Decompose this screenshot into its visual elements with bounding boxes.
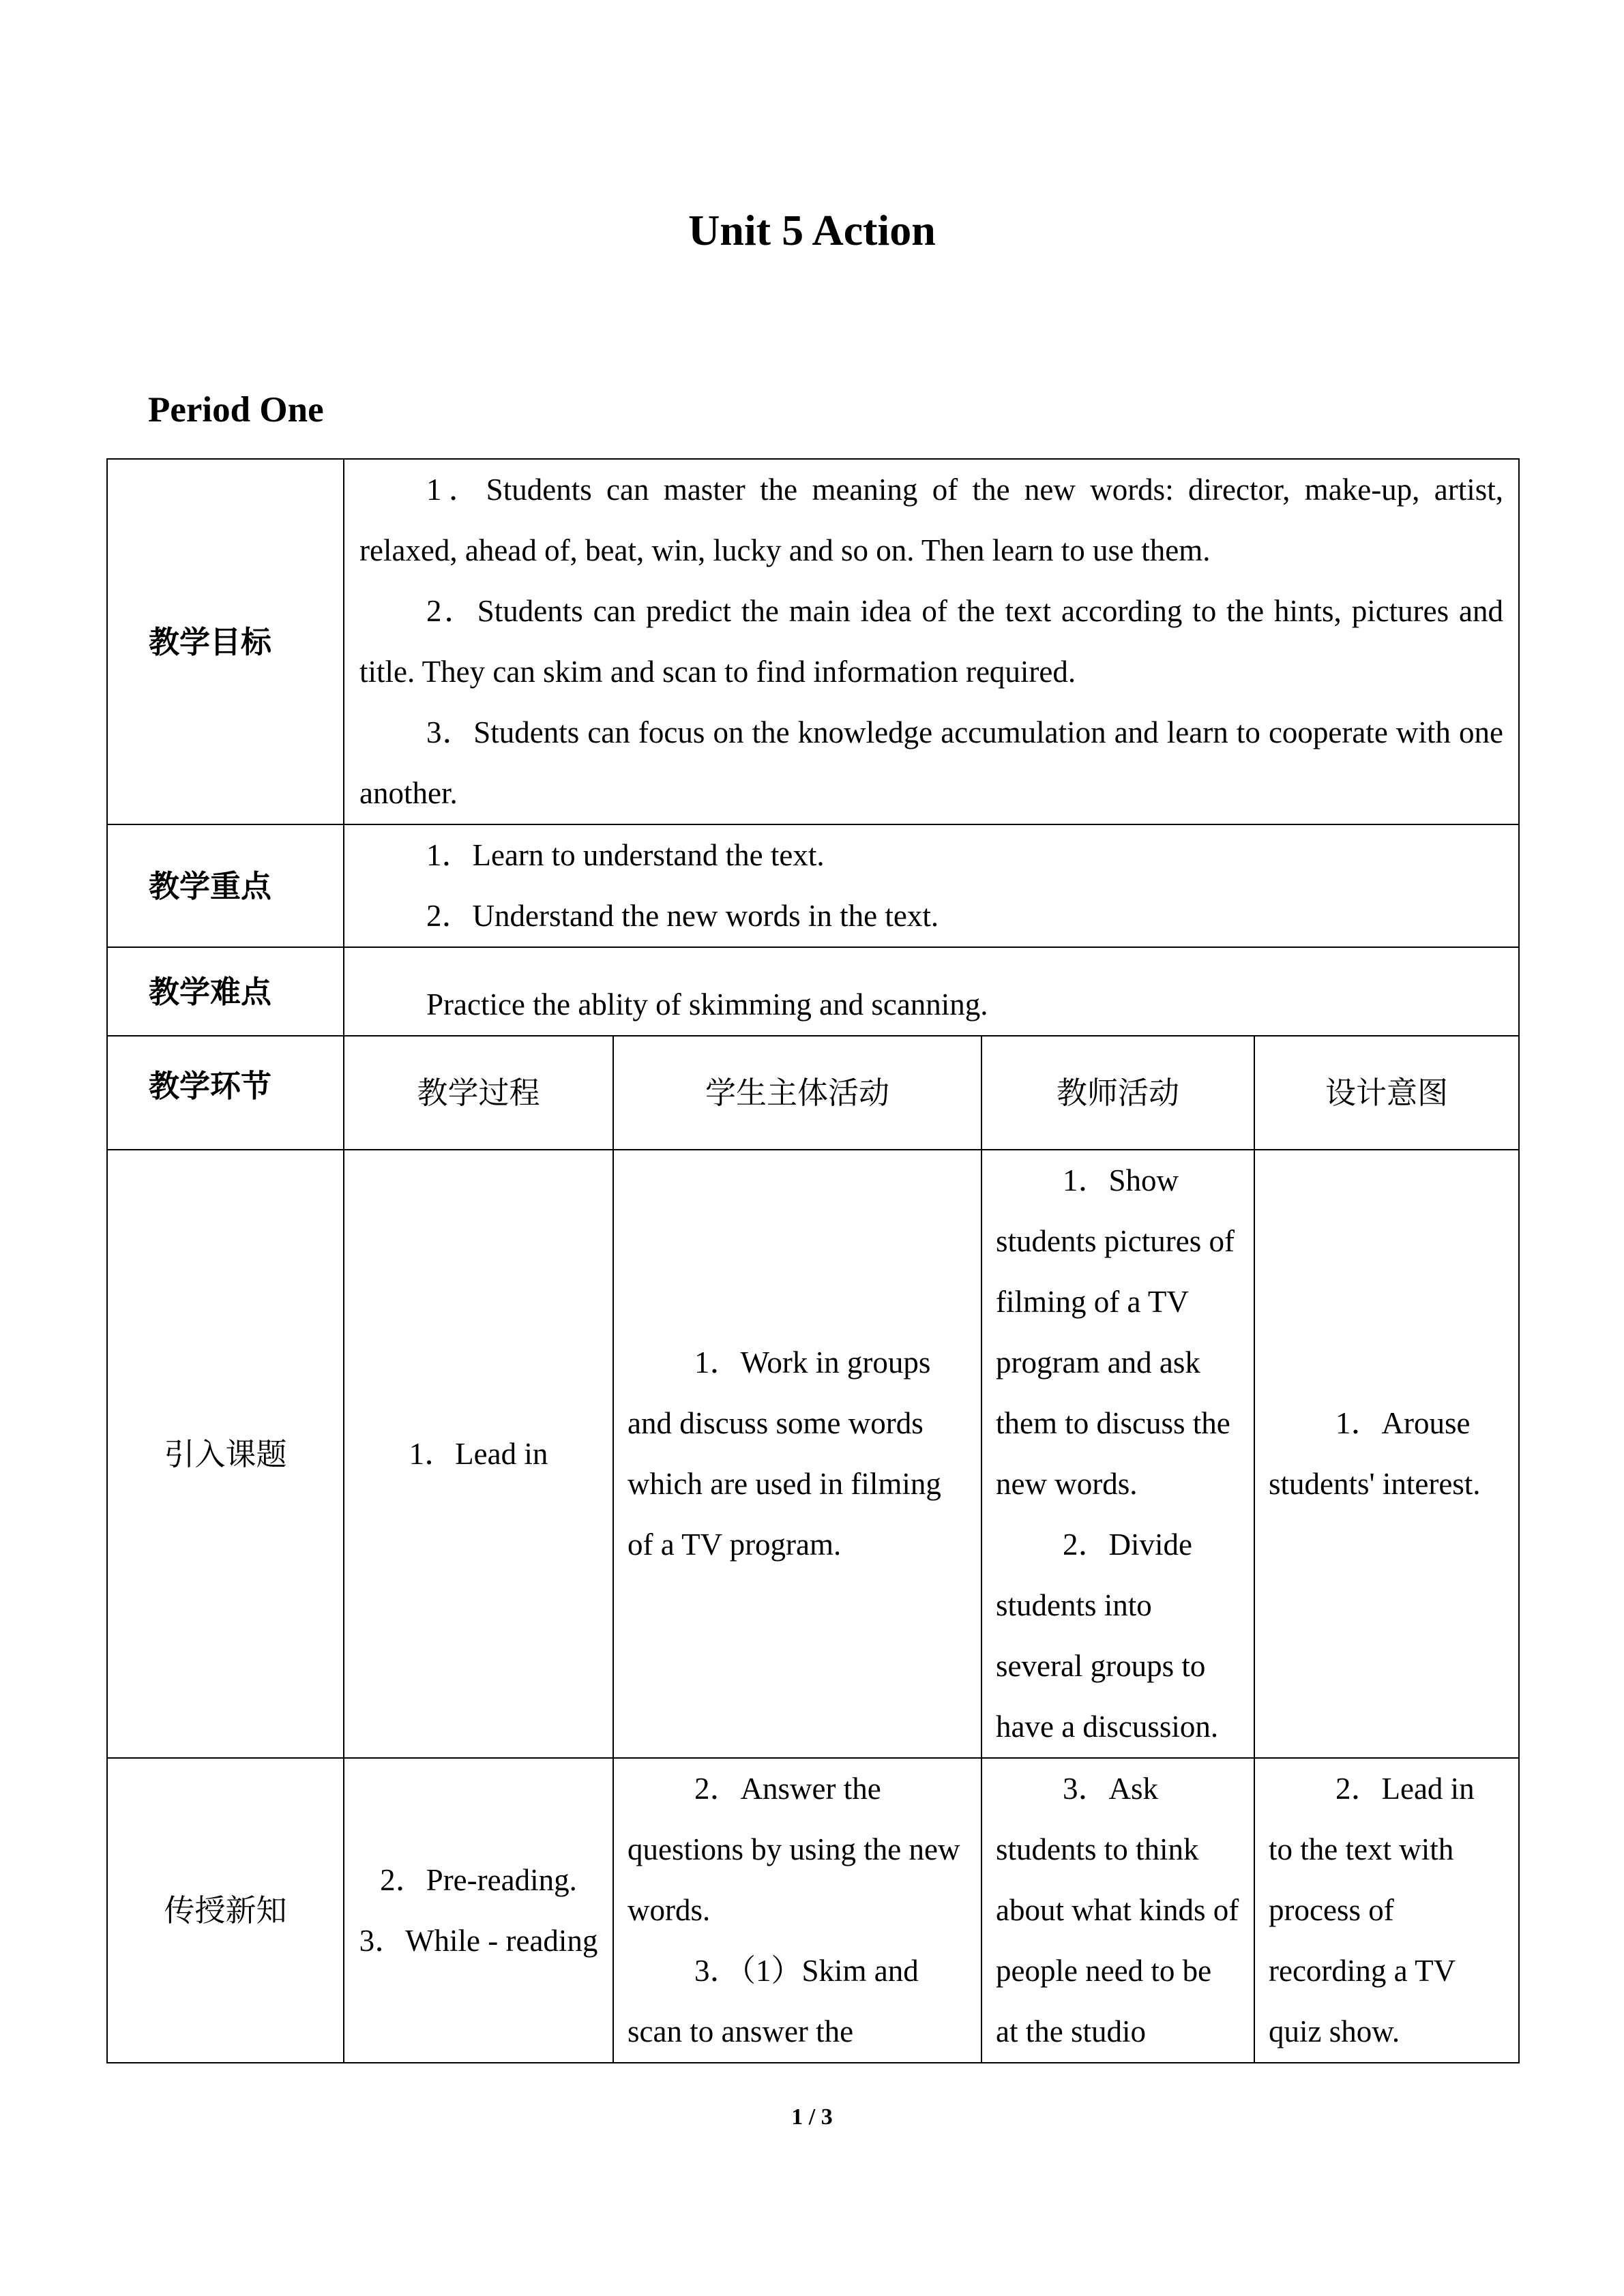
step-row-intro [107, 1150, 1519, 1758]
objective-item: 2．Students can predict the main idea of the text according to the hints, pictures and title. They can skim and scan to find information required. [359, 594, 1504, 689]
intent-cell [1254, 1150, 1519, 1758]
process-item: 1．Lead in [409, 1436, 548, 1471]
steps-label: 教学环节 [107, 1036, 344, 1150]
intent-item: 2．Lead in to the text with process of recording a TV quiz show. [1269, 1772, 1475, 2048]
stage-cell: 引入课题 [107, 1150, 344, 1758]
objectives-content [344, 459, 1519, 824]
key-points-label: 教学重点 [107, 824, 344, 947]
column-header-intent: 设计意图 [1254, 1036, 1519, 1150]
key-points-content [344, 824, 1519, 947]
difficulty-text: Practice the ablity of skimming and scanning. [426, 987, 988, 1022]
teacher-cell [981, 1150, 1254, 1758]
period-heading: Period One [148, 390, 324, 430]
objective-item: 1．Students can master the meaning of the new words: director, make-up, artist, relaxed, ahead of, beat, win, lucky and so on. Then learn to use them. [359, 473, 1504, 567]
objectives-row [107, 459, 1519, 824]
column-header-student: 学生主体活动 [613, 1036, 981, 1150]
lesson-plan-table [106, 458, 1520, 2063]
steps-header-row [107, 1036, 1519, 1150]
process-cell [344, 1758, 613, 2063]
key-point-item: 1．Learn to understand the text. [426, 838, 825, 872]
column-header-process: 教学过程 [344, 1036, 613, 1150]
column-header-teacher: 教师活动 [981, 1036, 1254, 1150]
teacher-item: 2．Divide students into several groups to have a discussion. [996, 1527, 1219, 1744]
student-item: 1．Work in groups and discuss some words which are used in filming of a TV program. [628, 1345, 941, 1562]
difficulties-row [107, 947, 1519, 1036]
process-item: 3．While - reading [359, 1923, 598, 1958]
process-cell [344, 1150, 613, 1758]
objectives-label: 教学目标 [107, 459, 344, 824]
process-item: 2．Pre-reading. [380, 1862, 577, 1897]
teacher-cell [981, 1758, 1254, 2063]
intent-item: 1．Arouse students' interest. [1269, 1406, 1481, 1501]
document-title: Unit 5 Action [688, 206, 936, 254]
difficulties-content [344, 947, 1519, 1036]
teacher-item: 3．Ask students to think about what kinds of people need to be at the studio [996, 1772, 1239, 2048]
intent-cell [1254, 1758, 1519, 2063]
student-item: 3．（1）Skim and scan to answer the [628, 1954, 919, 2048]
student-cell [613, 1758, 981, 2063]
student-cell [613, 1150, 981, 1758]
key-point-item: 2．Understand the new words in the text. [426, 899, 939, 933]
stage-cell: 传授新知 [107, 1758, 344, 2063]
objective-item: 3．Students can focus on the knowledge accumulation and learn to cooperate with one another. [359, 715, 1504, 810]
page-number: 1 / 3 [791, 2104, 833, 2130]
difficulties-label: 教学难点 [107, 947, 344, 1036]
student-item: 2．Answer the questions by using the new words. [628, 1772, 960, 1927]
key-points-row [107, 824, 1519, 947]
teacher-item: 1．Show students pictures of filming of a TV program and ask them to discuss the new words. [996, 1163, 1235, 1501]
step-row-new-knowledge [107, 1758, 1519, 2063]
